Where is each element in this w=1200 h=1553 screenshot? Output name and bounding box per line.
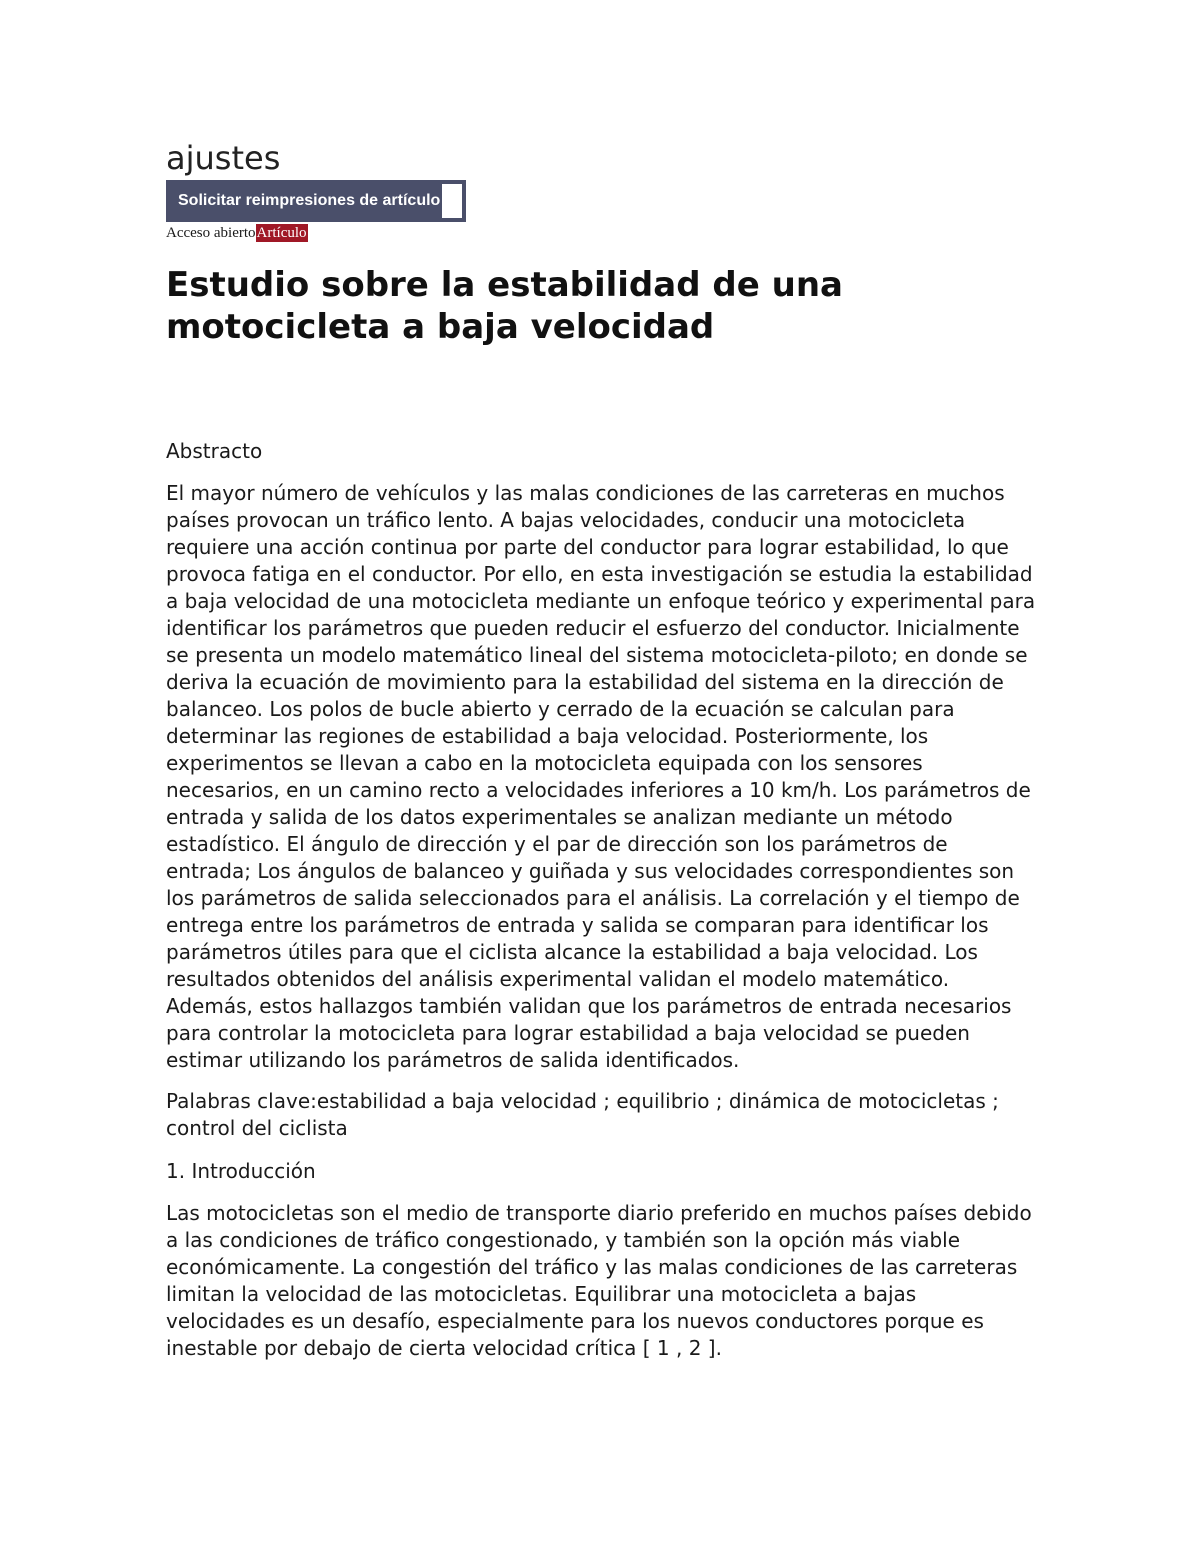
reprint-button-wrapper[interactable] — [166, 180, 466, 222]
article-title: Estudio sobre la estabilidad de una motocicleta a baja velocidad — [166, 265, 843, 347]
abstract-heading: Abstracto — [166, 439, 263, 463]
open-access-label: Acceso abierto — [166, 225, 256, 241]
keywords: Palabras clave:estabilidad a baja velocidad ; equilibrio ; dinámica de motocicletas ; control del ciclista — [166, 1089, 999, 1140]
article-type-badge: Artículo — [256, 225, 307, 241]
introduction-text: Las motocicletas son el medio de transporte diario preferido en muchos países debido a las condiciones de tráfico congestionado, y también son la opción más viable económicamente. La congestión del tráfico y las malas condiciones de las carreteras limitan la velocidad de las motocicletas. Equilibrar una motocicleta a bajas velocidades es un desafío, especialmente para los nuevos conductores porque es inestable por debajo de cierta velocidad crítica [ 1 , 2 ]. — [166, 1201, 1032, 1360]
introduction-heading: 1. Introducción — [166, 1159, 316, 1183]
section-label: ajustes — [166, 139, 281, 177]
reprint-button-end — [442, 184, 462, 218]
article-page — [166, 138, 1046, 1362]
access-badge — [166, 224, 1046, 242]
request-reprints-button[interactable]: Solicitar reimpresiones de artículo — [168, 182, 440, 220]
abstract-text: El mayor número de vehículos y las malas condiciones de las carreteras en muchos países provocan un tráfico lento. A bajas velocidades, conducir una motocicleta requiere una acción continua por parte del conductor para lograr estabilidad, lo que provoca fatiga en el conductor. Por ello, en esta investigación se estudia la estabilidad a baja velocidad de una motocicleta mediante un enfoque teórico y experimental para identificar los parámetros que pueden reducir el esfuerzo del conductor. Inicialmente se presenta un modelo matemático lineal del sistema motocicleta-piloto; en donde se deriva la ecuación de movimiento para la estabilidad del sistema en la dirección de balanceo. Los polos de bucle abierto y cerrado de la ecuación se calculan para determinar las regiones de estabilidad a baja velocidad. Posteriormente, los experimentos se llevan a cabo en la motocicleta equipada con los sensores necesarios, en un camino recto a velocidades inferiores a 10 km/h. Los parámetros de entrada y salida de los datos experimentales se analizan mediante un método estadístico. El ángulo de dirección y el par de dirección son los parámetros de entrada; Los ángulos de balanceo y guiñada y sus velocidades correspondientes son los parámetros de salida seleccionados para el análisis. La correlación y el tiempo de entrega entre los parámetros de entrada y salida se comparan para identificar los parámetros útiles para que el ciclista alcance la estabilidad a baja velocidad. Los resultados obtenidos del análisis experimental validan el modelo matemático. Además, estos hallazgos también validan que los parámetros de entrada necesarios para controlar la motocicleta para lograr estabilidad a baja velocidad se pueden estimar utilizando los parámetros de salida identificados. — [166, 481, 1036, 1072]
